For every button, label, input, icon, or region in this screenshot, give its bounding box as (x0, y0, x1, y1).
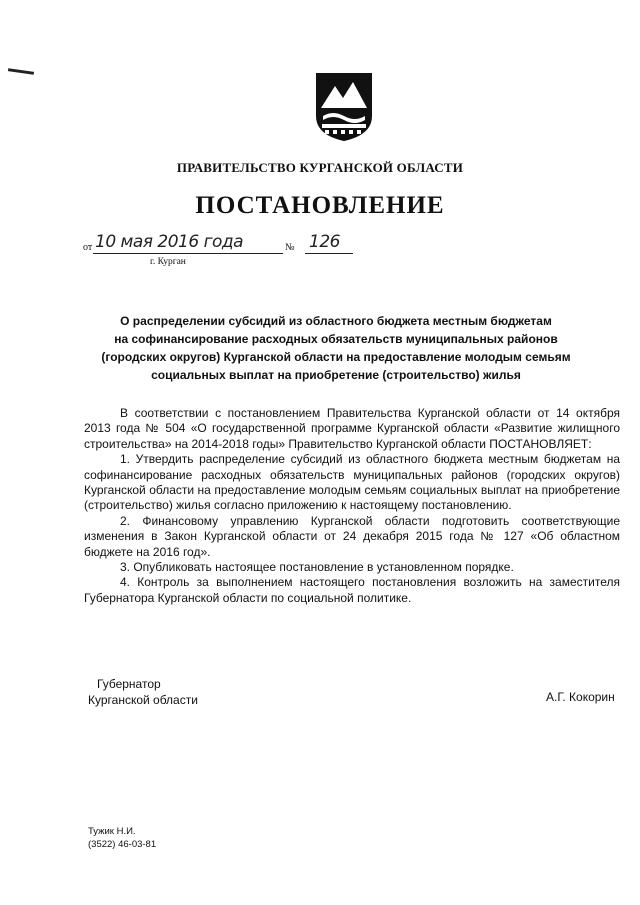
executor-name: Тужик Н.И. (88, 826, 136, 837)
city-label: г. Курган (150, 257, 186, 267)
date-number-line (83, 232, 383, 262)
signatory-name: А.Г. Кокорин (546, 690, 615, 704)
body-paragraph-preamble: В соответствии с постановлением Правительства Курганской области от 14 октября 2013 года № 504 «О государственной программе Курганской области «Развитие жилищного строительства» на 2014-2018 годы» Правительство Курганской области ПОСТАНОВЛЯЕТ: (84, 406, 620, 451)
signatory-title-line: Губернатор (97, 677, 161, 691)
executor-info (88, 825, 156, 851)
coat-of-arms-icon (313, 70, 375, 142)
handwritten-date: 10 мая 2016 года (95, 232, 244, 252)
document-subject (88, 312, 584, 384)
body-paragraph-item-1: 1. Утвердить распределение субсидий из областного бюджета местным бюджетам на софинансирование расходных обязательств муниципальных районов (городских округов) Курганской области на предоставление молодым семьям социальных выплат на приобретение (строительство) жилья согласно приложению к настоящему постановлению. (84, 452, 620, 513)
document-body (84, 406, 620, 606)
body-paragraph-item-3: 3. Опубликовать настоящее постановление в установленном порядке. (120, 560, 514, 575)
executor-phone: (3522) 46-03-81 (88, 839, 157, 850)
body-paragraph-item-2: 2. Финансовому управлению Курганской области подготовить соответствующие изменения в Закон Курганской области от 24 декабря 2015 года № 127 «Об областном бюджете на 2016 год». (84, 513, 620, 559)
subject-line: социальных выплат на приобретение (строительство) жилья (151, 368, 521, 382)
date-underline (93, 253, 283, 254)
number-sign: № (285, 242, 295, 253)
signatory-title-line: Курганской области (88, 693, 198, 707)
date-prefix: от (83, 242, 93, 253)
subject-line: О распределении субсидий из областного бюджета местным бюджетам (120, 314, 552, 328)
number-underline (305, 253, 353, 254)
government-name: ПРАВИТЕЛЬСТВО КУРГАНСКОЙ ОБЛАСТИ (176, 160, 464, 175)
handwritten-number: 126 (309, 232, 340, 252)
scan-mark (8, 68, 34, 75)
body-paragraph-item-4: 4. Контроль за выполнением настоящего постановления возложить на заместителя Губернатора Курганской области по социальной политике. (84, 575, 620, 605)
signatory-title (88, 676, 198, 708)
subject-line: (городских округов) Курганской области на предоставление молодым семьям (101, 350, 571, 364)
document-type-title: ПОСТАНОВЛЕНИЕ (195, 192, 445, 219)
subject-line: на софинансирование расходных обязательств муниципальных районов (114, 332, 558, 346)
